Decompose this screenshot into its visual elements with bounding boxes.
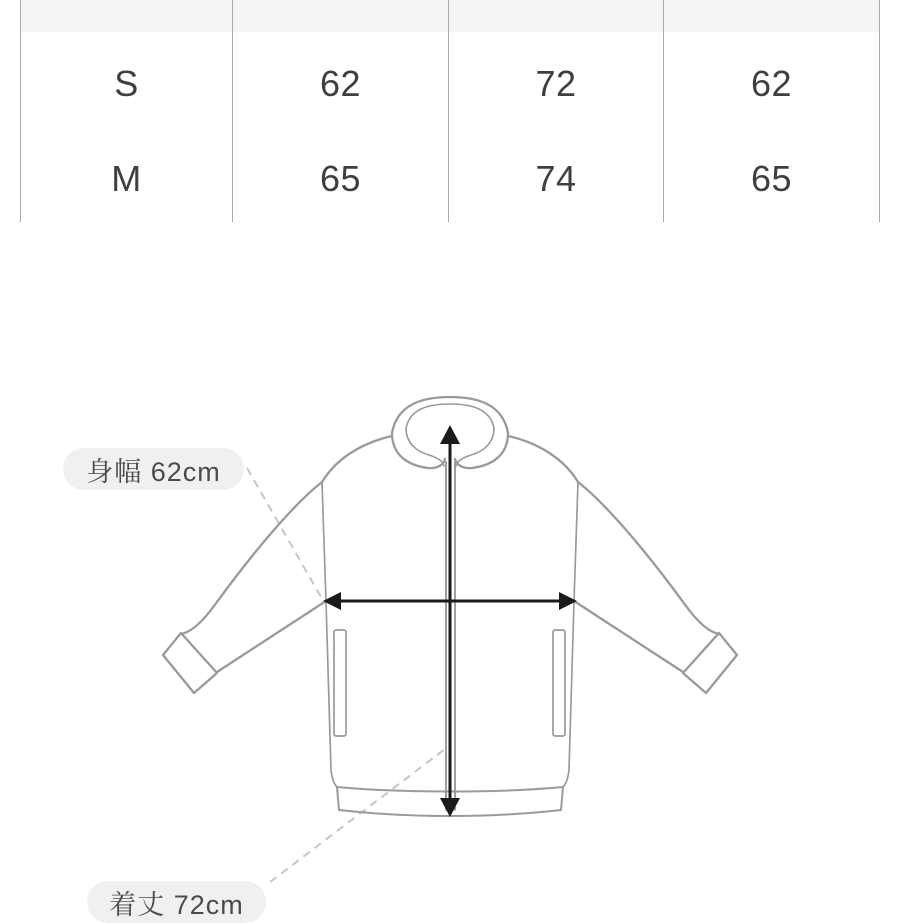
size-table-cell-value: 65 — [233, 135, 449, 222]
left-shoulder-line — [322, 436, 392, 482]
length-leader-line — [270, 749, 445, 882]
size-table-cell-value: 74 — [449, 135, 664, 222]
size-table-cell-value: 62 — [233, 32, 449, 135]
jacket-outline — [163, 397, 737, 816]
right-shoulder-line — [508, 436, 578, 482]
left-body-seam — [322, 482, 337, 787]
size-table-cell-value: 65 — [750, 157, 793, 199]
right-sleeve — [574, 482, 737, 693]
size-table — [20, 0, 880, 222]
vertical-measure-arrow — [440, 425, 460, 817]
size-table-cell-size: M — [21, 135, 233, 222]
horizontal-measure-arrow — [323, 592, 577, 610]
hem-band — [337, 787, 563, 816]
size-table-cell-value: 62 — [750, 62, 793, 104]
jacket-collar — [392, 397, 508, 468]
left-sleeve — [163, 482, 326, 693]
body-width-leader-line — [247, 468, 321, 597]
size-table-cell-size: S — [21, 32, 233, 135]
right-body-seam — [563, 482, 578, 787]
left-pocket — [334, 630, 346, 736]
size-table-header-cell — [664, 0, 879, 32]
length-label: 着丈 72cm — [87, 881, 266, 923]
size-table-header-cell — [449, 0, 664, 32]
size-table-header-cell — [233, 0, 449, 32]
size-table-header-cell — [21, 0, 233, 32]
zipper — [446, 462, 455, 810]
body-width-label: 身幅 62cm — [63, 448, 244, 490]
size-table-cell-value: 72 — [449, 32, 664, 135]
right-pocket — [553, 630, 565, 736]
